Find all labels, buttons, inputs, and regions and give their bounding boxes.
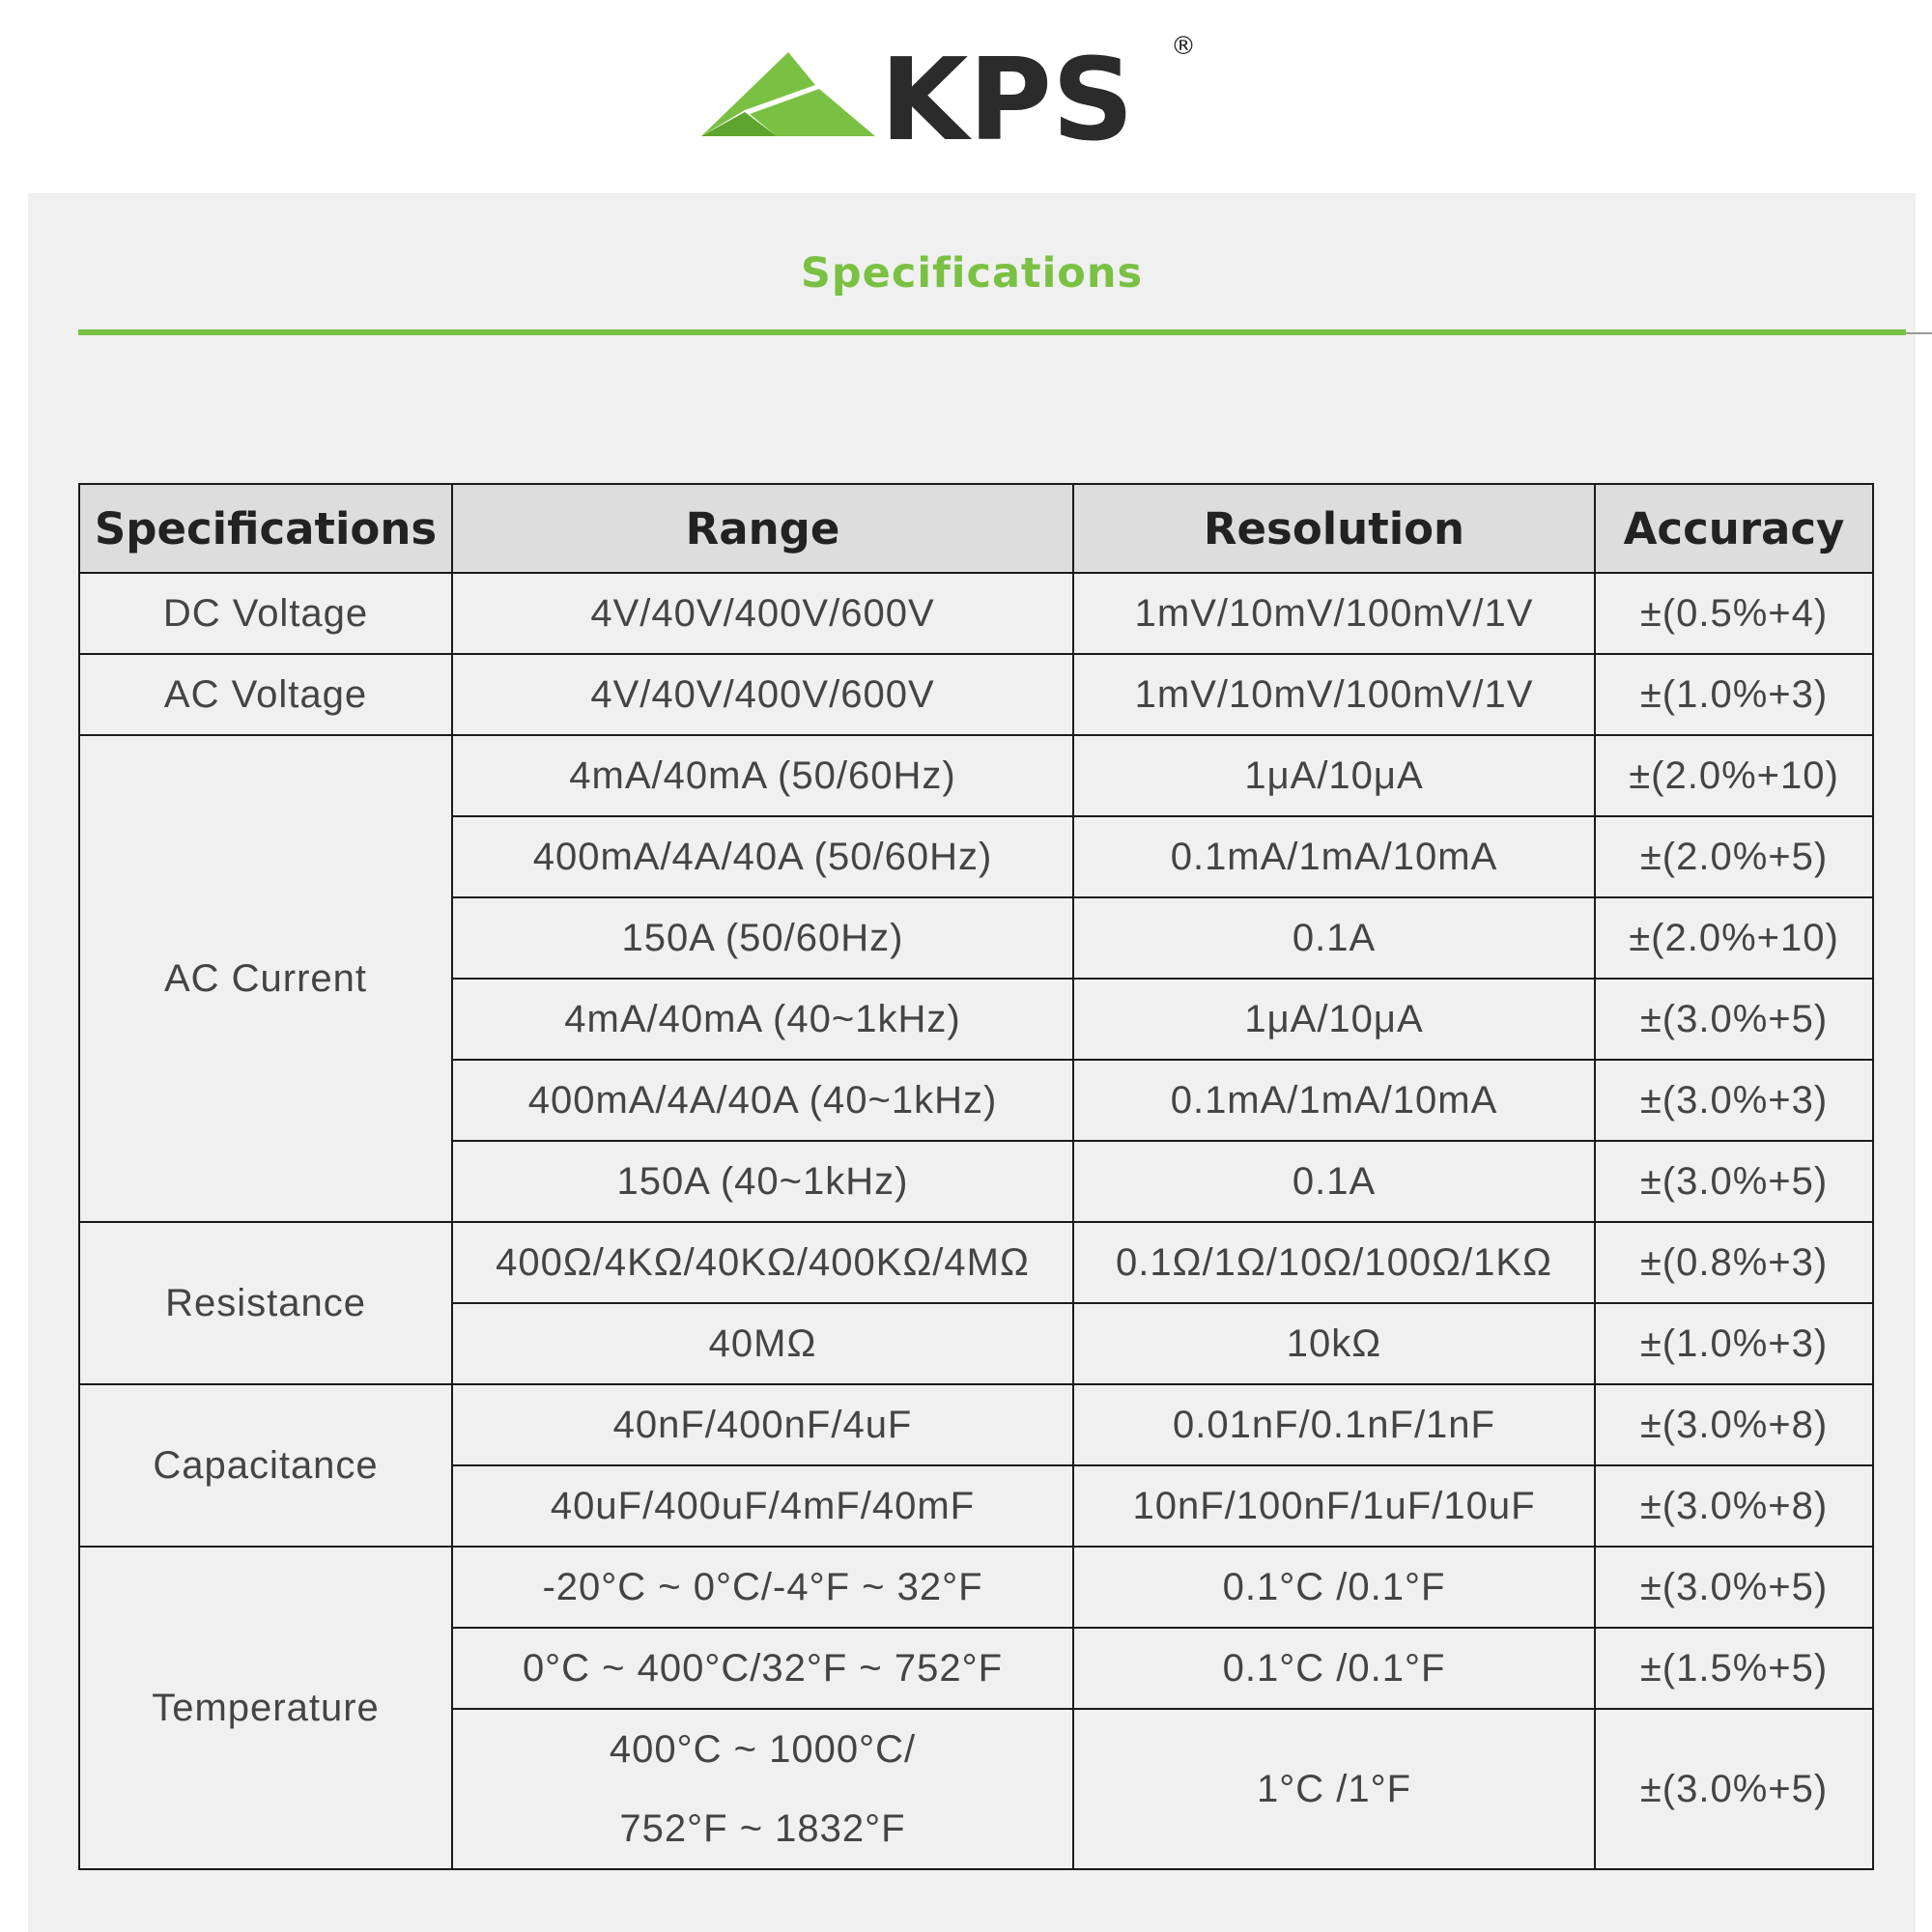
accuracy-cell: ±(2.0%+10) — [1595, 735, 1873, 816]
accuracy-cell: ±(3.0%+8) — [1595, 1465, 1873, 1547]
resolution-cell: 1mV/10mV/100mV/1V — [1073, 573, 1595, 654]
resolution-cell: 0.1A — [1073, 897, 1595, 979]
resolution-cell: 1μA/10μA — [1073, 735, 1595, 816]
accuracy-cell: ±(1.5%+5) — [1595, 1628, 1873, 1709]
table-row — [79, 573, 1873, 654]
range-cell: 150A (50/60Hz) — [452, 897, 1073, 979]
accuracy-cell: ±(3.0%+3) — [1595, 1060, 1873, 1141]
table-row — [79, 1547, 1873, 1628]
resolution-cell: 0.1°C /0.1°F — [1073, 1628, 1595, 1709]
accuracy-cell: ±(3.0%+5) — [1595, 1141, 1873, 1222]
spec-name: DC Voltage — [79, 573, 452, 654]
accuracy-cell: ±(3.0%+5) — [1595, 979, 1873, 1060]
accuracy-cell: ±(2.0%+10) — [1595, 897, 1873, 979]
spec-name: AC Voltage — [79, 654, 452, 735]
spec-name: AC Current — [79, 735, 452, 1222]
range-cell: 150A (40~1kHz) — [452, 1141, 1073, 1222]
resolution-cell: 0.1mA/1mA/10mA — [1073, 816, 1595, 897]
header-specifications: Specifications — [79, 484, 452, 573]
table-header-row — [79, 484, 1873, 573]
range-line: 400°C ~ 1000°C/ — [609, 1728, 917, 1771]
range-cell: 4mA/40mA (50/60Hz) — [452, 735, 1073, 816]
accuracy-cell: ±(3.0%+8) — [1595, 1384, 1873, 1465]
range-cell: 40uF/400uF/4mF/40mF — [452, 1465, 1073, 1547]
accuracy-cell: ±(0.8%+3) — [1595, 1222, 1873, 1303]
table-row — [79, 654, 1873, 735]
range-cell: 4V/40V/400V/600V — [452, 654, 1073, 735]
section-title: Specifications — [800, 249, 1144, 298]
resolution-cell: 1μA/10μA — [1073, 979, 1595, 1060]
range-cell: 40nF/400nF/4uF — [452, 1384, 1073, 1465]
registered-mark: ® — [1171, 32, 1196, 61]
resolution-cell: 0.1Ω/1Ω/10Ω/100Ω/1KΩ — [1073, 1222, 1595, 1303]
specifications-table — [78, 483, 1874, 1870]
accuracy-cell: ±(2.0%+5) — [1595, 816, 1873, 897]
range-cell: 400Ω/4KΩ/40KΩ/400KΩ/4MΩ — [452, 1222, 1073, 1303]
kps-logo — [701, 25, 1204, 151]
accuracy-cell: ±(1.0%+3) — [1595, 654, 1873, 735]
range-cell: 400mA/4A/40A (50/60Hz) — [452, 816, 1073, 897]
resolution-cell: 1°C /1°F — [1073, 1709, 1595, 1869]
header-resolution: Resolution — [1073, 484, 1595, 573]
accuracy-cell: ±(3.0%+5) — [1595, 1547, 1873, 1628]
accuracy-cell: ±(0.5%+4) — [1595, 573, 1873, 654]
range-cell: 4V/40V/400V/600V — [452, 573, 1073, 654]
logo-wordmark: KPS — [880, 33, 1134, 151]
range-cell: 4mA/40mA (40~1kHz) — [452, 979, 1073, 1060]
resolution-cell: 0.1A — [1073, 1141, 1595, 1222]
range-cell: 400mA/4A/40A (40~1kHz) — [452, 1060, 1073, 1141]
resolution-cell: 0.1°C /0.1°F — [1073, 1547, 1595, 1628]
range-cell: 0°C ~ 400°C/32°F ~ 752°F — [452, 1628, 1073, 1709]
resolution-cell: 10kΩ — [1073, 1303, 1595, 1384]
spec-name: Capacitance — [79, 1384, 452, 1547]
resolution-cell: 10nF/100nF/1uF/10uF — [1073, 1465, 1595, 1547]
resolution-cell: 0.1mA/1mA/10mA — [1073, 1060, 1595, 1141]
table-row — [79, 1222, 1873, 1303]
range-line: 752°F ~ 1832°F — [619, 1807, 906, 1850]
header-accuracy: Accuracy — [1595, 484, 1873, 573]
range-cell: 40MΩ — [452, 1303, 1073, 1384]
title-underline-extension — [1906, 332, 1932, 334]
header-range: Range — [452, 484, 1073, 573]
title-underline — [78, 329, 1906, 335]
table-row — [79, 1384, 1873, 1465]
range-cell — [452, 1709, 1073, 1869]
spec-name: Temperature — [79, 1547, 452, 1869]
resolution-cell: 1mV/10mV/100mV/1V — [1073, 654, 1595, 735]
spec-name: Resistance — [79, 1222, 452, 1384]
kps-triangle-logo-icon — [701, 25, 1204, 151]
accuracy-cell: ±(3.0%+5) — [1595, 1709, 1873, 1869]
resolution-cell: 0.01nF/0.1nF/1nF — [1073, 1384, 1595, 1465]
table-row — [79, 735, 1873, 816]
range-cell: -20°C ~ 0°C/-4°F ~ 32°F — [452, 1547, 1073, 1628]
accuracy-cell: ±(1.0%+3) — [1595, 1303, 1873, 1384]
